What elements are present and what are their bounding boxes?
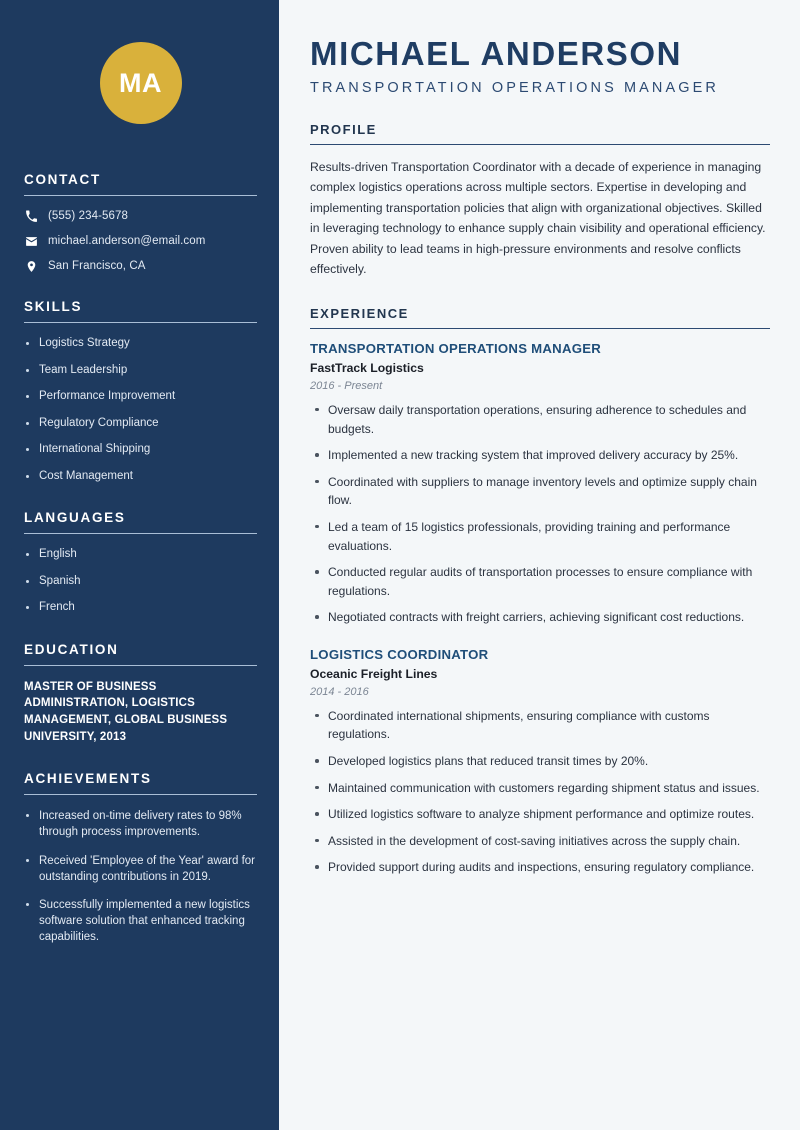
achievements-heading: ACHIEVEMENTS — [24, 771, 152, 787]
education-entry: MASTER OF BUSINESS ADMINISTRATION, LOGISTICS MANAGEMENT, GLOBAL BUSINESS UNIVERSITY, 2013 — [24, 680, 228, 743]
list-item: Assisted in the development of cost-saving initiatives across the supply chain. — [310, 832, 770, 851]
list-item: Successfully implemented a new logistics software solution that enhanced tracking capabilities. — [24, 897, 257, 945]
list-item: Oversaw daily transportation operations, ensuring adherence to schedules and budgets. — [310, 401, 770, 438]
contact-location-value: San Francisco, CA — [48, 260, 146, 272]
list-item: Maintained communication with customers regarding shipment status and issues. — [310, 779, 770, 798]
job-title: LOGISTICS COORDINATOR — [310, 646, 489, 662]
experience-section — [310, 306, 770, 877]
skills-section — [24, 299, 257, 484]
list-item: Team Leadership — [24, 363, 257, 379]
experience-entry — [310, 341, 770, 627]
list-item: Led a team of 15 logistics professionals, providing training and performance evaluations. — [310, 518, 770, 555]
contact-item-email[interactable] — [24, 234, 257, 248]
list-item: Received 'Employee of the Year' award for outstanding contributions in 2019. — [24, 853, 257, 885]
contact-email-value: michael.anderson@email.com — [48, 235, 206, 247]
list-item: Negotiated contracts with freight carriers, achieving significant cost reductions. — [310, 608, 770, 627]
avatar-initials: MA — [100, 42, 182, 124]
list-item: French — [24, 600, 257, 616]
job-bullet-list — [310, 401, 770, 627]
job-dates: 2016 - Present — [310, 379, 383, 392]
skills-list — [24, 336, 257, 484]
envelope-icon — [24, 234, 38, 248]
list-item: Regulatory Compliance — [24, 416, 257, 432]
job-title: TRANSPORTATION OPERATIONS MANAGER — [310, 340, 602, 356]
achievements-divider — [24, 794, 257, 795]
list-item: Increased on-time delivery rates to 98% through process improvements. — [24, 808, 257, 840]
job-dates: 2014 - 2016 — [310, 685, 369, 698]
contact-section — [24, 172, 257, 273]
list-item: International Shipping — [24, 442, 257, 458]
job-role-subtitle: TRANSPORTATION OPERATIONS MANAGER — [310, 79, 719, 96]
achievements-list — [24, 808, 257, 945]
experience-heading: EXPERIENCE — [310, 305, 409, 321]
list-item: Coordinated with suppliers to manage inventory levels and optimize supply chain flow. — [310, 473, 770, 510]
profile-heading: PROFILE — [310, 121, 377, 137]
list-item: Cost Management — [24, 469, 257, 485]
profile-section — [310, 122, 770, 280]
list-item: Performance Improvement — [24, 389, 257, 405]
job-company: FastTrack Logistics — [310, 360, 424, 375]
contact-heading: CONTACT — [24, 172, 101, 187]
map-pin-icon — [24, 259, 38, 273]
profile-divider — [310, 144, 770, 145]
list-item: Provided support during audits and inspections, ensuring regulatory compliance. — [310, 858, 770, 877]
list-item: Utilized logistics software to analyze shipment performance and optimize routes. — [310, 805, 770, 824]
list-item: Logistics Strategy — [24, 336, 257, 352]
experience-entry — [310, 647, 770, 877]
list-item: Coordinated international shipments, ensuring compliance with customs regulations. — [310, 707, 770, 744]
languages-divider — [24, 533, 257, 534]
languages-section — [24, 510, 257, 616]
education-section — [24, 642, 257, 746]
list-item: Spanish — [24, 574, 257, 590]
job-bullet-list — [310, 707, 770, 877]
languages-heading: LANGUAGES — [24, 510, 126, 526]
contact-divider — [24, 195, 257, 196]
phone-icon — [24, 209, 38, 223]
skills-divider — [24, 322, 257, 323]
contact-item-phone[interactable] — [24, 209, 257, 223]
page-title: MICHAEL ANDERSON — [310, 35, 683, 72]
list-item: Implemented a new tracking system that improved delivery accuracy by 25%. — [310, 446, 770, 465]
job-company: Oceanic Freight Lines — [310, 666, 438, 681]
main-content — [279, 0, 800, 1130]
profile-text: Results-driven Transportation Coordinator with a decade of experience in managing complex logistics operations across multiple sectors. Expertise in developing and implementing transportation policies that align with organizational objectives. Skilled in leveraging technology to enhance supply chain visibility and operational efficiency. Proven ability to lead teams in high-pressure environments and resolve conflicts effectively. — [310, 159, 766, 277]
education-divider — [24, 665, 257, 666]
avatar-container — [24, 0, 257, 134]
education-heading: EDUCATION — [24, 641, 119, 657]
list-item: English — [24, 547, 257, 563]
contact-phone-value: (555) 234-5678 — [48, 210, 129, 222]
experience-divider — [310, 328, 770, 329]
languages-list — [24, 547, 257, 616]
sidebar — [0, 0, 279, 1130]
skills-heading: SKILLS — [24, 299, 83, 314]
contact-item-location[interactable] — [24, 259, 257, 273]
list-item: Developed logistics plans that reduced transit times by 20%. — [310, 752, 770, 771]
achievements-section — [24, 771, 257, 945]
list-item: Conducted regular audits of transportation processes to ensure compliance with regulations. — [310, 563, 770, 600]
